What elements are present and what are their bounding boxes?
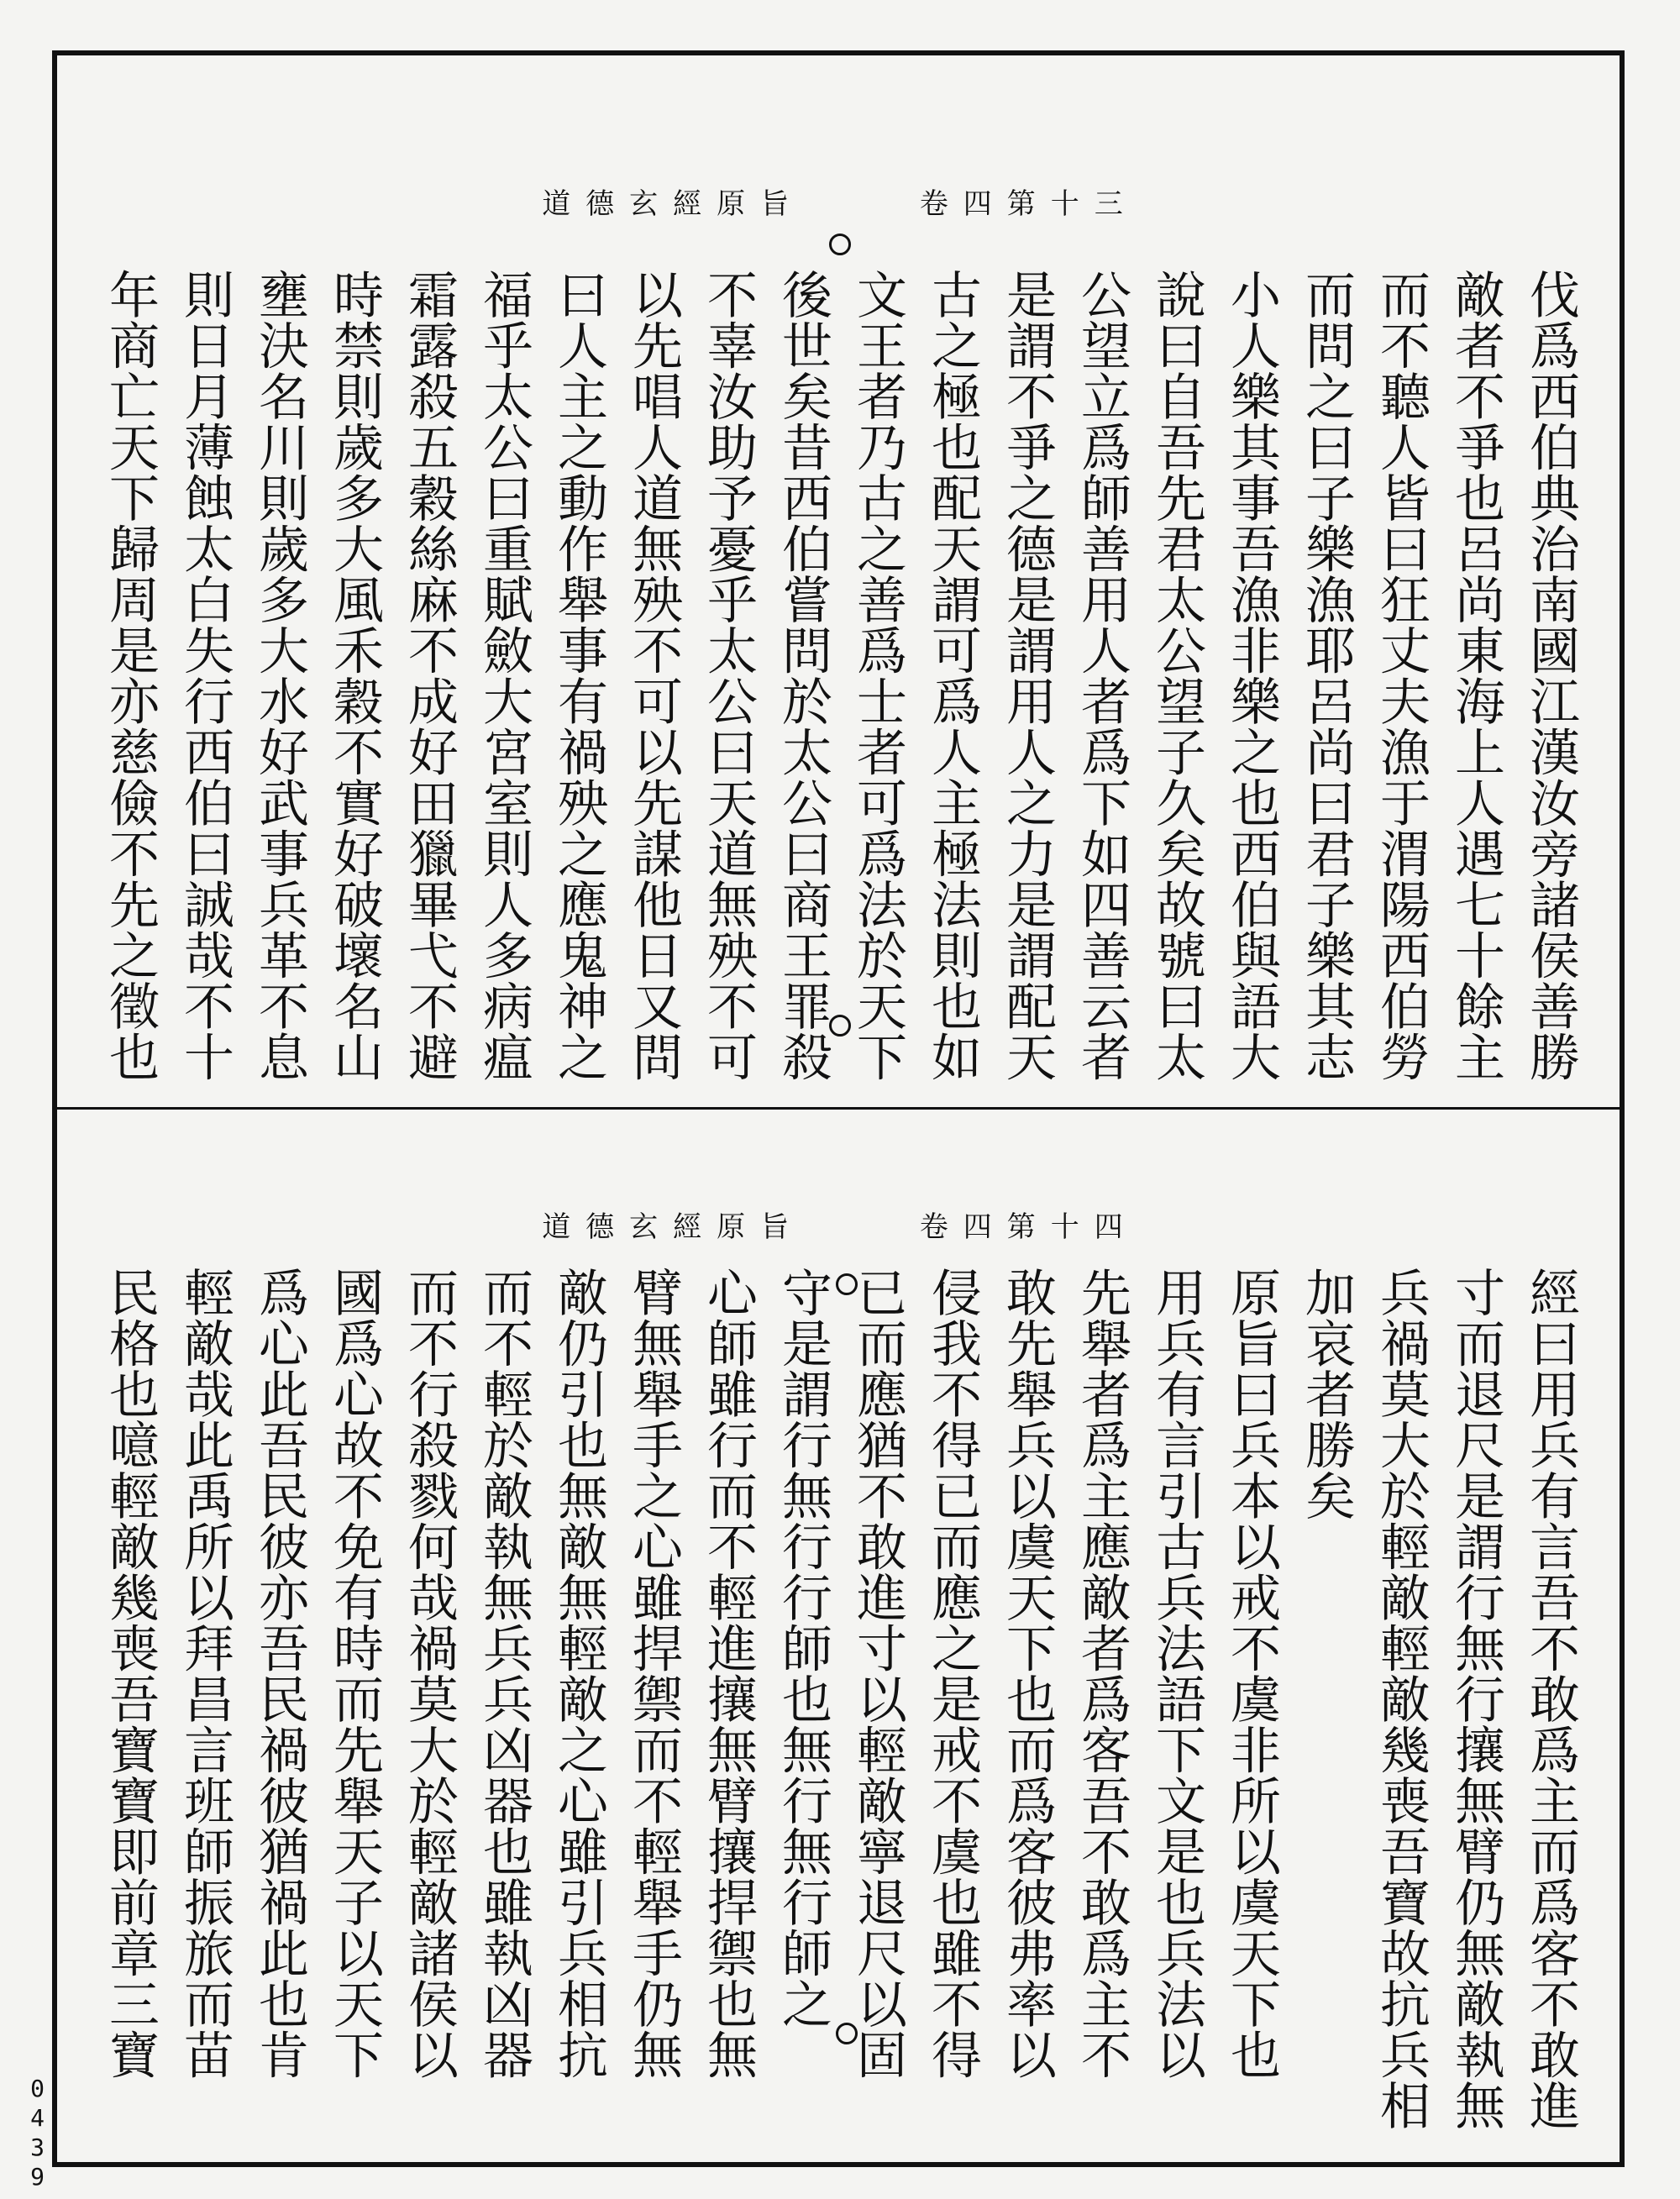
text-column: 福乎太公曰重賦斂大宮室則人多病瘟	[475, 269, 533, 1082]
text-column: 年商亡天下歸周是亦慈儉不先之徵也	[101, 269, 160, 1082]
text-column: 爲心此吾民彼亦吾民禍彼猶禍此也肯	[250, 1267, 309, 2080]
text-column: 伐爲西伯典治南國江漢汝旁諸侯善勝	[1521, 269, 1580, 1082]
text-column: 古之極也配天謂可爲人主極法則也如	[923, 269, 982, 1082]
text-column: 是謂不爭之德是謂用人之力是謂配天	[998, 269, 1057, 1082]
text-column: 壅決名川則歲多大水好武事兵革不息	[250, 269, 309, 1082]
bottom-header-volume: 卷四第十四	[919, 1210, 1138, 1244]
text-column: 霜露殺五穀絲麻不成好田獵畢弋不避	[400, 269, 459, 1082]
bottom-page	[84, 1124, 1596, 2157]
text-column: 用兵有言引古兵法語下文是也兵法以	[1147, 1267, 1206, 2080]
top-header-title: 道德玄經原旨	[542, 187, 805, 221]
text-column: 說曰自吾先君太公望子久矣故號曰太	[1147, 269, 1206, 1082]
text-column: 小人樂其事吾漁非樂之也西伯與語大	[1222, 269, 1281, 1082]
text-column: 心師雖行而不輕進攘無臂攘捍禦也無	[699, 1267, 758, 2080]
text-column: 臂無舉手之心雖捍禦而不輕舉手仍無	[624, 1267, 683, 2080]
text-column: 公望立爲師善用人者爲下如四善云者	[1073, 269, 1131, 1082]
top-page	[84, 84, 1596, 1092]
text-column: 經曰用兵有言吾不敢爲主而爲客不敢進	[1521, 1267, 1580, 2131]
top-header-volume: 卷四第十三	[919, 187, 1138, 221]
text-column: 則日月薄蝕太白失行西伯曰誠哉不十	[176, 269, 234, 1082]
text-column: 而不輕於敵執無兵兵凶器也雖執凶器	[475, 1267, 533, 2080]
text-column: 敵仍引也無敵無輕敵之心雖引兵相抗	[549, 1267, 608, 2080]
top-text-columns	[92, 269, 1588, 1092]
text-column: 已而應猶不敢進寸以輕敵寧退尺以固	[848, 1267, 907, 2080]
text-column: 而不聽人皆曰狂丈夫漁于渭陽西伯勞	[1372, 269, 1431, 1082]
text-column: 以先唱人道無殃不可以先謀他日又問	[624, 269, 683, 1082]
bottom-text-columns	[92, 1267, 1588, 2132]
text-column: 國爲心故不免有時而先舉天子以天下	[325, 1267, 384, 2080]
text-column: 加哀者勝矣	[1297, 1267, 1356, 1521]
text-column: 敵者不爭也呂尚東海上人遇七十餘主	[1446, 269, 1505, 1082]
text-column: 侵我不得已而應之是戒不虞也雖不得	[923, 1267, 982, 2080]
text-column: 敢先舉兵以虞天下也而爲客彼弗率以	[998, 1267, 1057, 2080]
text-column: 而不行殺戮何哉禍莫大於輕敵諸侯以	[400, 1267, 459, 2080]
text-column: 後世矣昔西伯嘗問於太公曰商王罪殺	[774, 269, 832, 1082]
text-column: 先舉者爲主應敵者爲客吾不敢爲主不	[1073, 1267, 1131, 2080]
text-column: 不辜汝助予憂乎太公曰天道無殃不可	[699, 269, 758, 1082]
text-column: 守是謂行無行行師也無行無行師之	[774, 1267, 832, 2029]
text-column: 原旨曰兵本以戒不虞非所以虞天下也	[1222, 1267, 1281, 2080]
text-column: 文王者乃古之善爲士者可爲法於天下	[848, 269, 907, 1082]
text-column: 寸而退尺是謂行無行攘無臂仍無敵執無	[1446, 1267, 1505, 2131]
section-mark-circle	[829, 234, 851, 255]
page-divider	[52, 1107, 1625, 1110]
bottom-header-title: 道德玄經原旨	[542, 1210, 805, 1244]
bottom-page-header	[84, 1204, 1596, 1245]
text-column: 兵禍莫大於輕敵輕敵幾喪吾寶故抗兵相	[1372, 1267, 1431, 2131]
text-column: 而問之曰子樂漁耶呂尚曰君子樂其志	[1297, 269, 1356, 1082]
text-column: 民格也噫輕敵幾喪吾寶寶即前章三寶	[101, 1267, 160, 2080]
text-column: 曰人主之動作舉事有禍殃之應鬼神之	[549, 269, 608, 1082]
top-page-header	[84, 181, 1596, 222]
page-number: 0439	[24, 2075, 51, 2192]
text-column: 輕敵哉此禹所以拜昌言班師振旅而苗	[176, 1267, 234, 2080]
text-column: 時禁則歲多大風禾穀不實好破壞名山	[325, 269, 384, 1082]
